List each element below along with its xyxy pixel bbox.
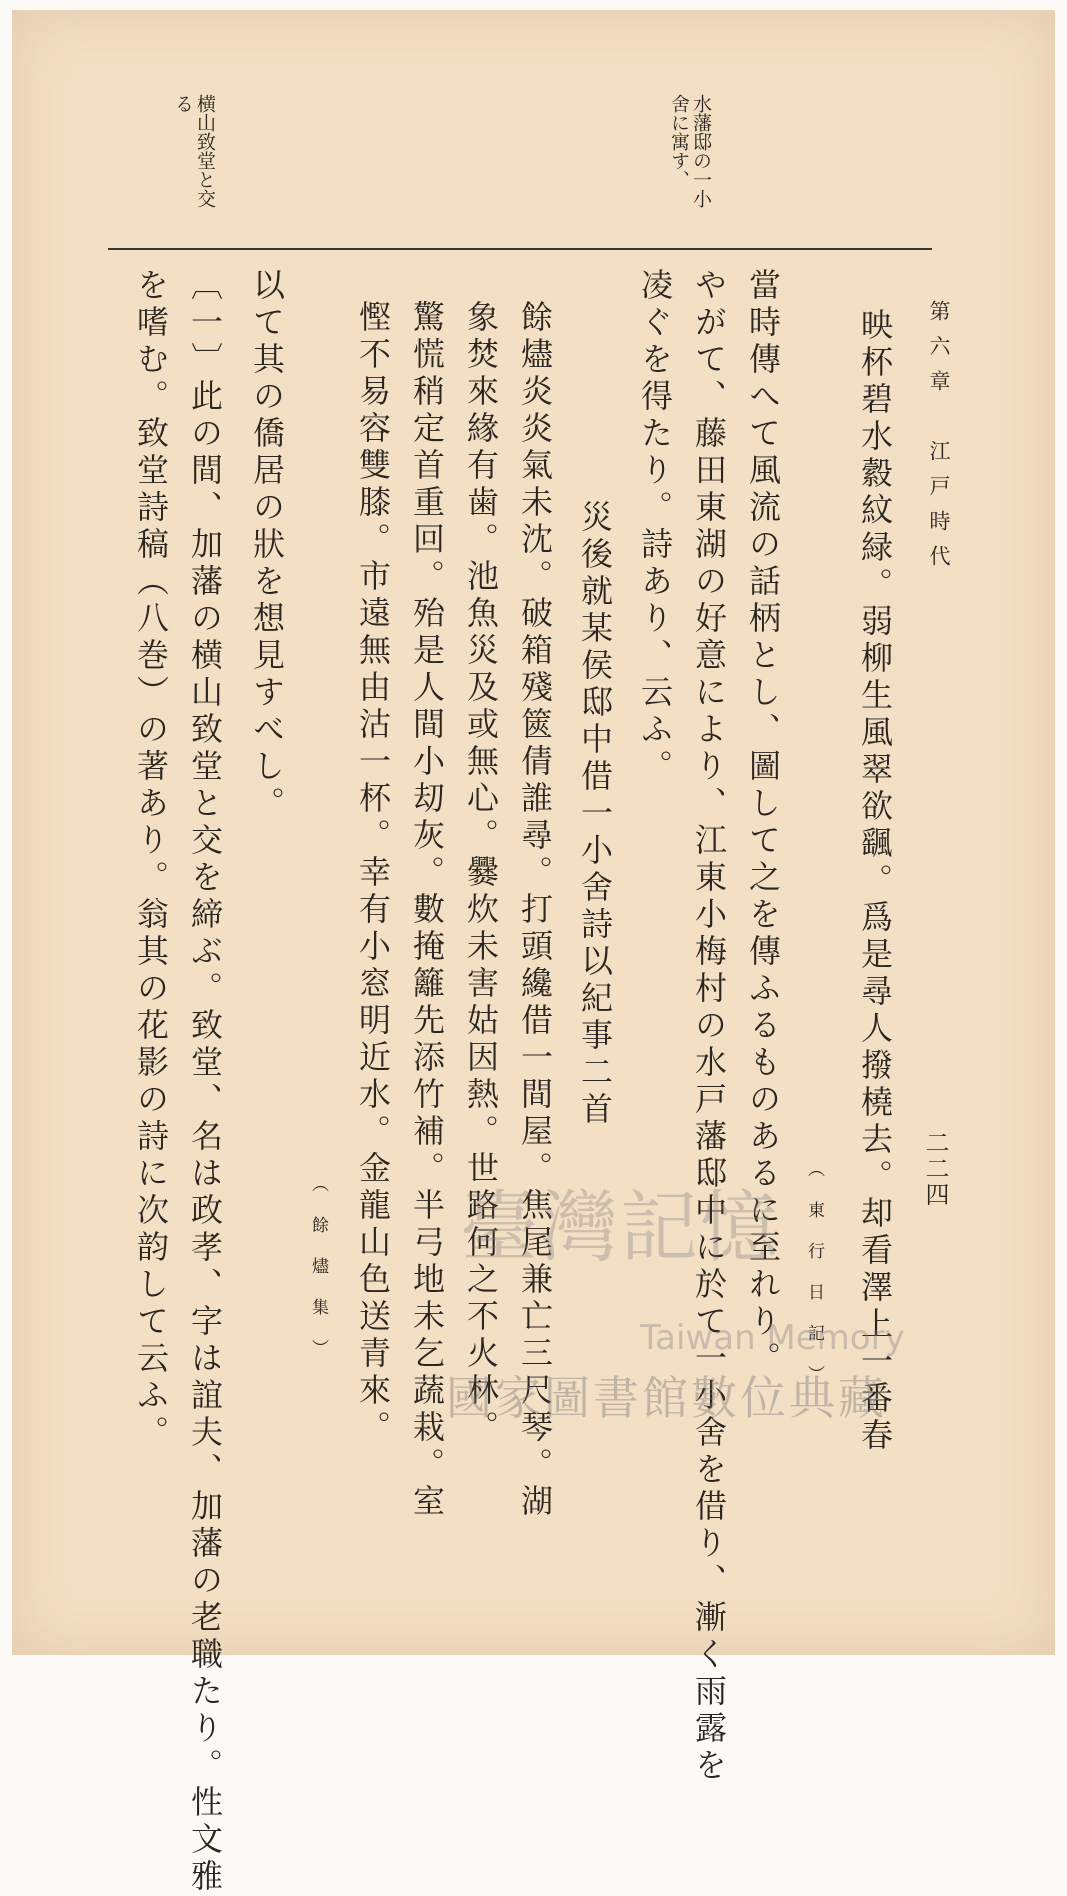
text-column-10: 以て其の僑居の狀を想見すべし。: [248, 268, 286, 823]
source-citation-collection: （餘燼集）: [308, 1175, 328, 1380]
text-column-3: やがて、藤田東湖の好意により、江東小梅村の水戸藩邸中に於て一小舍を借り、漸く雨露を: [690, 268, 728, 1785]
text-column-4: 凌ぐを得たり。詩あり、云ふ。: [636, 268, 674, 786]
text-column-1: 映杯碧水縠紋緑。弱柳生風翠欲颻。爲是尋人撥橈去。却看澤上一番春: [856, 308, 894, 1455]
text-column-2: 當時傳へて風流の話柄とし、圖して之を傳ふるものあるに至れり。: [744, 268, 782, 1378]
text-column-12: を嗜む。致堂詩稿（八巻）の著あり。翁其の花影の詩に次韵して云ふ。: [132, 268, 170, 1452]
source-citation-diary: （東行日記）: [804, 1160, 824, 1406]
page-number: 二二四: [921, 1130, 949, 1208]
watermark-institution: 國家圖書館數位典藏: [446, 1371, 887, 1425]
watermark-english: Taiwan Memory: [640, 1318, 905, 1358]
poem-line-2: 象焚來緣有歯。池魚災及或無心。爨炊未害姑因熱。世路何之不火林。: [462, 300, 500, 1447]
watermark-taiwan-memory-logo: 臺灣記憶: [460, 1183, 781, 1273]
chapter-header: 第六章 江戸時代: [927, 300, 951, 580]
margin-note-yokoyama: 横山致堂と交る: [172, 94, 216, 208]
poem-line-1: 餘燼炎炎氣未沈。破箱殘篋倩誰尋。打頭纔借一間屋。焦尾兼亡三尺琴。湖: [516, 300, 554, 1521]
header-rule: [108, 248, 932, 250]
text-column-11: 〔一〕此の間、加藩の横山致堂と交を締ぶ。致堂、名は政孝、字は誼夫、加藩の老職たり。性文雅: [186, 268, 224, 1896]
poem-line-4: 慳不易容雙膝。市遠無由沽一杯。幸有小窓明近水。金龍山色送青來。: [354, 300, 392, 1447]
poem-line-3: 驚慌稍定首重回。殆是人間小刧灰。數掩籬先添竹補。半弓地未乞蔬栽。室: [408, 300, 446, 1521]
margin-note-residence: 水藩邸の一小舍に寓す、: [668, 94, 712, 208]
poem-title: 災後就某侯邸中借一小舍詩以紀事二首: [576, 500, 614, 1129]
